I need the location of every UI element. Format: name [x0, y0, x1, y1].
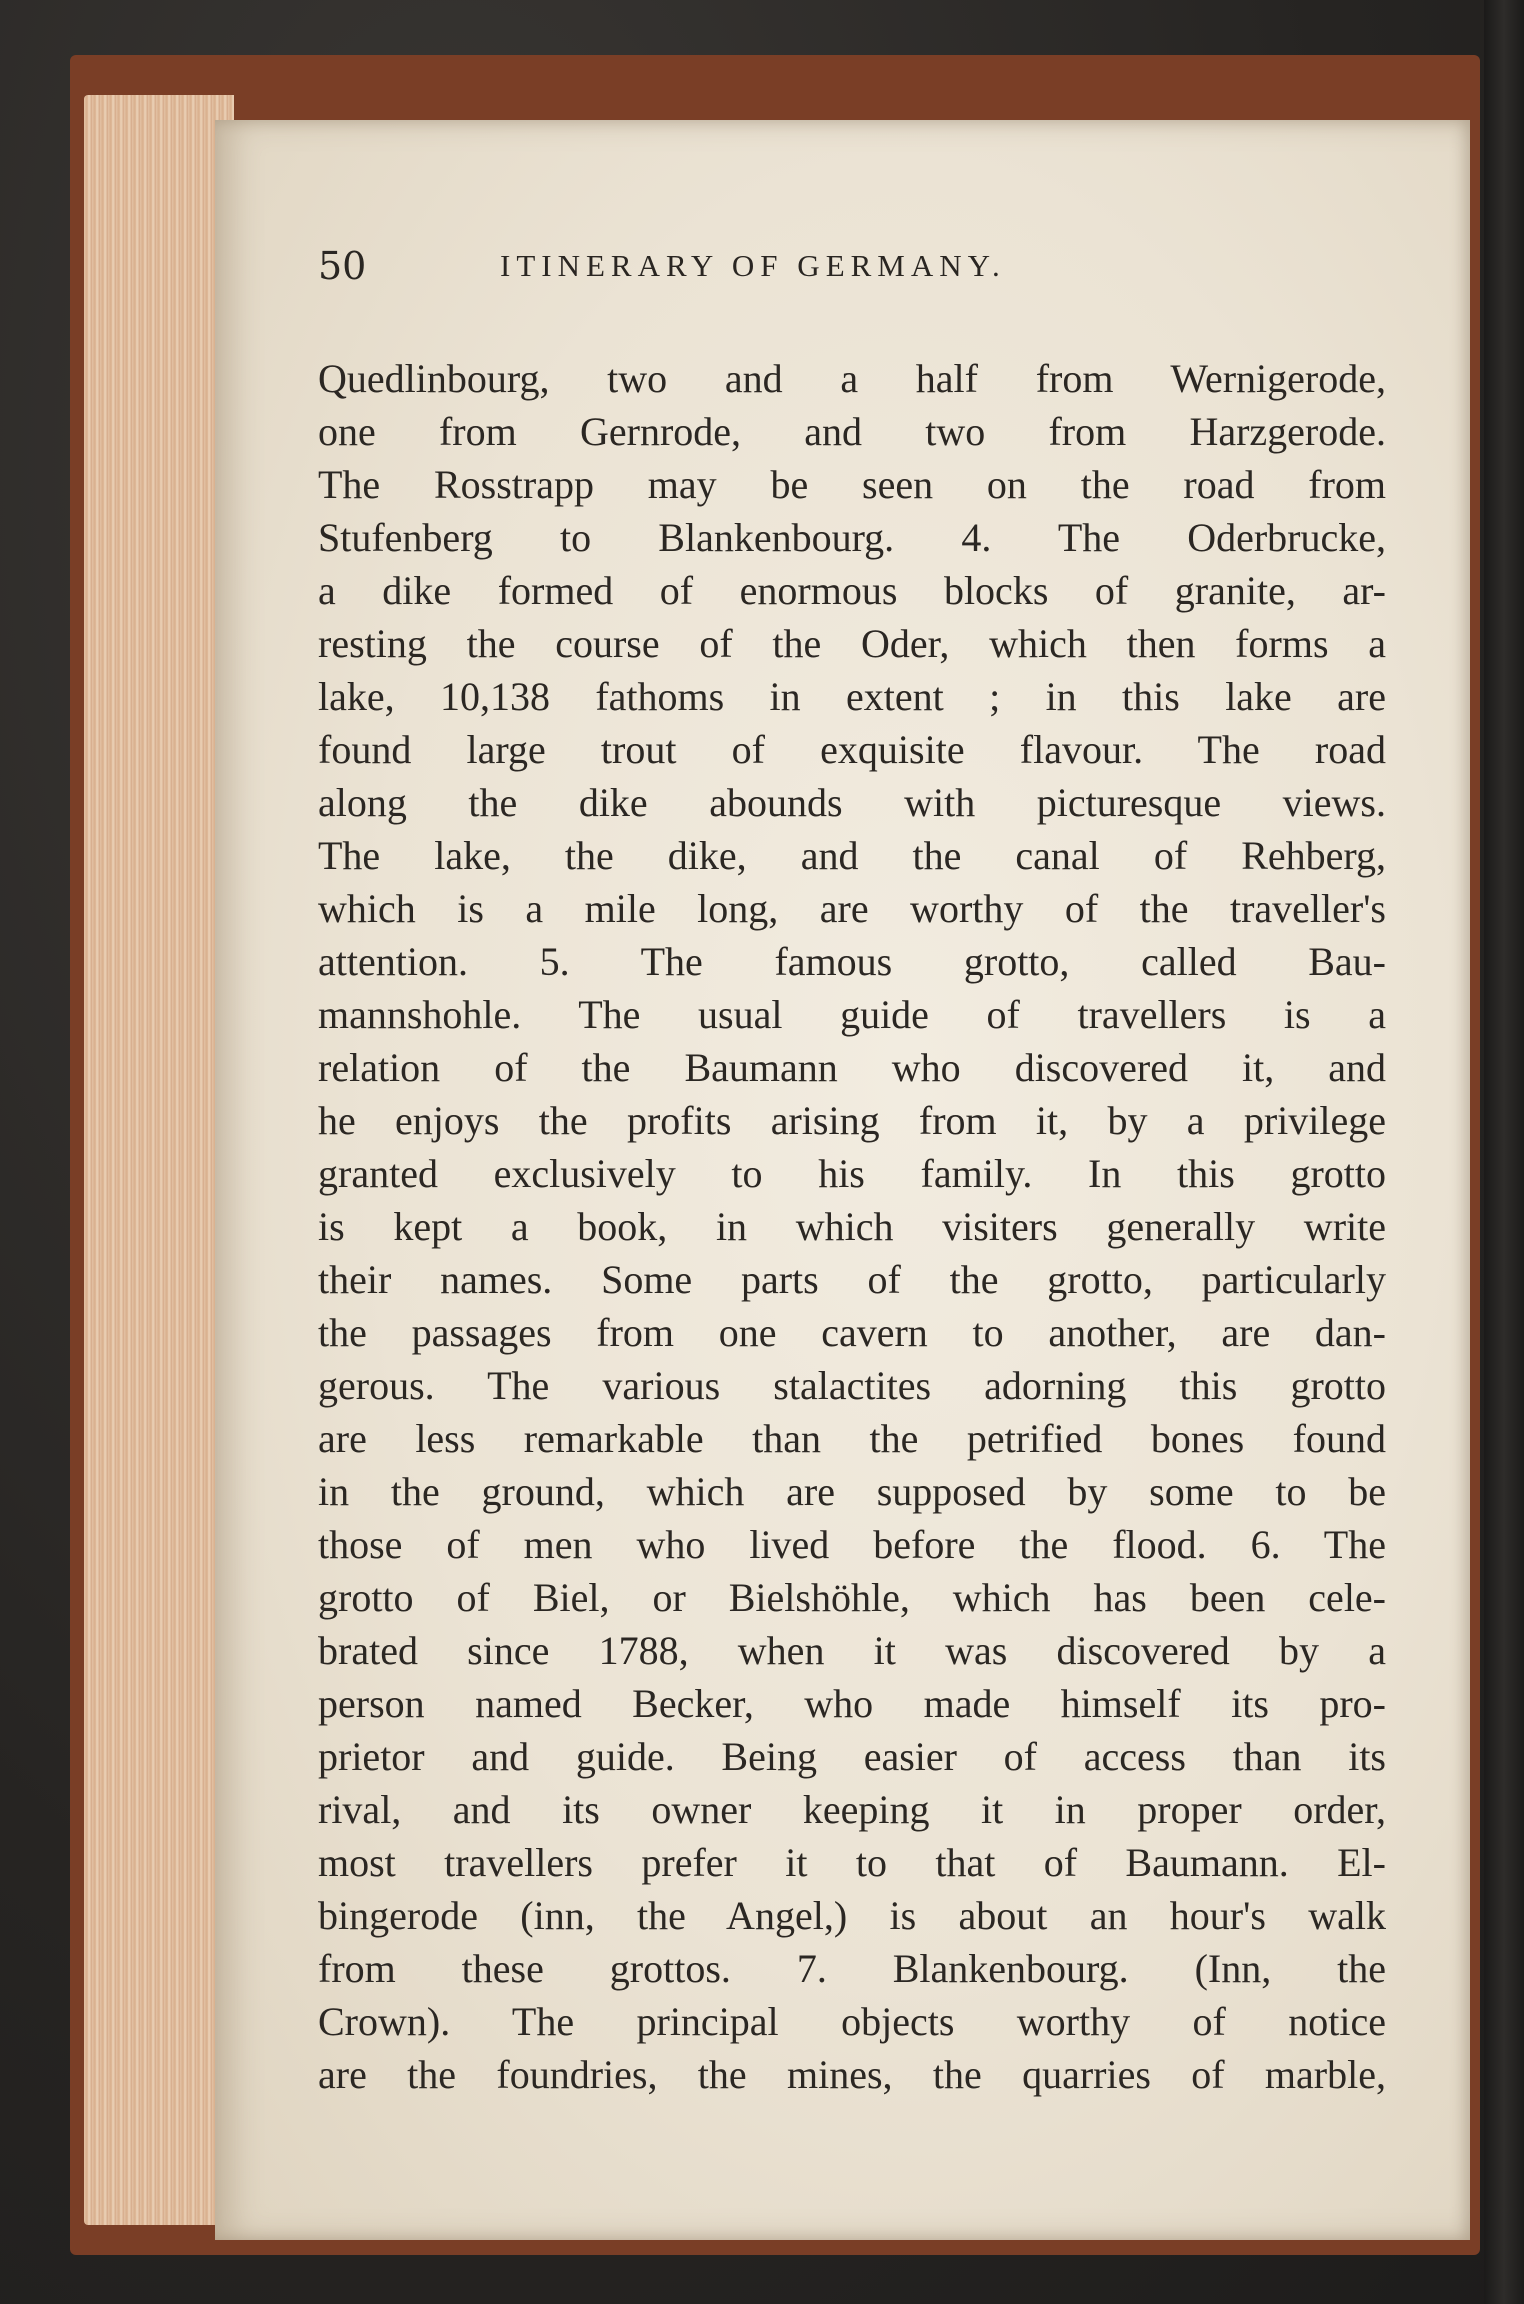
page-number: 50	[318, 244, 367, 288]
text-line: relation of the Baumann who discovered it, and	[318, 1045, 1386, 1090]
text-line: are the foundries, the mines, the quarries of marble,	[318, 2052, 1386, 2097]
text-line: along the dike abounds with picturesque views.	[318, 780, 1386, 825]
text-line: in the ground, which are supposed by some to be	[318, 1469, 1386, 1514]
text-line: their names. Some parts of the grotto, particularly	[318, 1257, 1386, 1302]
page-edges	[84, 95, 234, 2225]
text-line: attention. 5. The famous grotto, called Bau-	[318, 939, 1386, 984]
text-line: Quedlinbourg, two and a half from Wernigerode,	[318, 356, 1386, 401]
text-line: rival, and its owner keeping it in proper order,	[318, 1787, 1386, 1832]
text-line: gerous. The various stalactites adorning this grotto	[318, 1363, 1386, 1408]
text-line: Stufenberg to Blankenbourg. 4. The Oderbrucke,	[318, 515, 1386, 560]
running-head: ITINERARY OF GERMANY.	[500, 248, 1006, 283]
text-line: most travellers prefer it to that of Baumann. El-	[318, 1840, 1386, 1885]
text-line: found large trout of exquisite flavour. The road	[318, 727, 1386, 772]
text-line: The Rosstrapp may be seen on the road from	[318, 462, 1386, 507]
text-line: the passages from one cavern to another, are dan-	[318, 1310, 1386, 1355]
text-line: prietor and guide. Being easier of access than its	[318, 1734, 1386, 1779]
text-line: mannshohle. The usual guide of travellers is a	[318, 992, 1386, 1037]
text-line: from these grottos. 7. Blankenbourg. (Inn, the	[318, 1946, 1386, 1991]
text-line: brated since 1788, when it was discovered by a	[318, 1628, 1386, 1673]
body-text	[318, 352, 1386, 2101]
text-line: bingerode (inn, the Angel,) is about an hour's walk	[318, 1893, 1386, 1938]
text-line: lake, 10,138 fathoms in extent ; in this lake are	[318, 674, 1386, 719]
text-line: Crown). The principal objects worthy of notice	[318, 1999, 1386, 2044]
text-line: resting the course of the Oder, which then forms a	[318, 621, 1386, 666]
text-line: those of men who lived before the flood. 6. The	[318, 1522, 1386, 1567]
text-line: The lake, the dike, and the canal of Rehberg,	[318, 833, 1386, 878]
text-line: is kept a book, in which visiters generally write	[318, 1204, 1386, 1249]
text-line: he enjoys the profits arising from it, by a privilege	[318, 1098, 1386, 1143]
next-page-edge	[1484, 0, 1524, 2304]
text-line: are less remarkable than the petrified bones found	[318, 1416, 1386, 1461]
text-line: one from Gernrode, and two from Harzgerode.	[318, 409, 1386, 454]
page-header	[318, 236, 1198, 296]
text-line: person named Becker, who made himself its pro-	[318, 1681, 1386, 1726]
text-line: grotto of Biel, or Bielshöhle, which has been cele-	[318, 1575, 1386, 1620]
text-line: which is a mile long, are worthy of the traveller's	[318, 886, 1386, 931]
text-line: granted exclusively to his family. In this grotto	[318, 1151, 1386, 1196]
text-line: a dike formed of enormous blocks of granite, ar-	[318, 568, 1386, 613]
